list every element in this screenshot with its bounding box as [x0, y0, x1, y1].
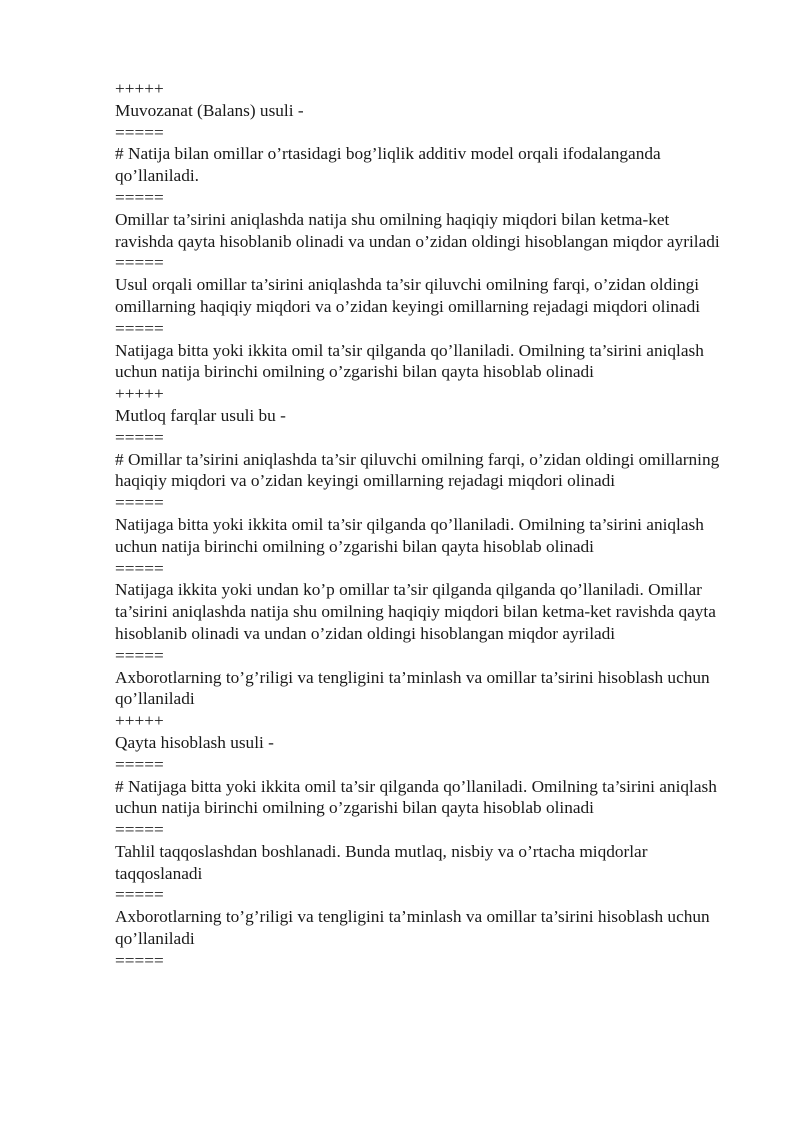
- separator-equals: =====: [115, 950, 164, 970]
- separator-equals: =====: [115, 820, 164, 840]
- answer-option: Axborotlarning to’g’riligi va tengligini ta’minlash va omillar ta’sirini hisoblash uchun qo’llaniladi: [115, 667, 710, 709]
- separator-equals: =====: [115, 645, 164, 665]
- answer-option: Omillar ta’sirini aniqlashda natija shu omilning haqiqiy miqdori bilan ketma-ket ravishda qayta hisoblanib olinadi va undan o’zidan oldingi hisoblangan miqdor ayriladi: [115, 209, 720, 251]
- separator-equals: =====: [115, 885, 164, 905]
- answer-option: Natijaga bitta yoki ikkita omil ta’sir qilganda qo’llaniladi. Omilning ta’sirini aniqlash uchun natija birinchi omilning o’zgarishi bilan qayta hisoblab olinadi: [115, 514, 704, 556]
- separator-plus: +++++: [115, 711, 164, 731]
- correct-answer-option: # Omillar ta’sirini aniqlashda ta’sir qiluvchi omilning farqi, o’zidan oldingi omillarning haqiqiy miqdori va o’zidan keyingi omillarning rejadagi miqdori olinadi: [115, 449, 720, 491]
- answer-option: Natijaga ikkita yoki undan ko’p omillar ta’sir qilganda qilganda qo’llaniladi. Omillar ta’sirini aniqlashda natija shu omilning haqiqiy miqdori bilan ketma-ket ravishda qayta hisoblanib olinadi va undan o’zidan oldingi hisoblangan miqdor ayriladi: [115, 580, 716, 643]
- separator-equals: =====: [115, 187, 164, 207]
- separator-equals: =====: [115, 493, 164, 513]
- answer-option: Tahlil taqqoslashdan boshlanadi. Bunda mutlaq, nisbiy va o’rtacha miqdorlar taqqoslanadi: [115, 841, 648, 883]
- question-text: Muvozanat (Balans) usuli -: [115, 100, 304, 120]
- correct-answer-option: # Natija bilan omillar o’rtasidagi bog’liqlik additiv model orqali ifodalanganda qo’llaniladi.: [115, 144, 661, 186]
- document-page: [115, 78, 725, 972]
- question-text: Qayta hisoblash usuli -: [115, 732, 274, 752]
- correct-answer-option: # Natijaga bitta yoki ikkita omil ta’sir qilganda qo’llaniladi. Omilning ta’sirini aniqlash uchun natija birinchi omilning o’zgarishi bilan qayta hisoblab olinadi: [115, 776, 717, 818]
- separator-equals: =====: [115, 558, 164, 578]
- separator-plus: +++++: [115, 79, 164, 98]
- separator-equals: =====: [115, 253, 164, 273]
- separator-equals: =====: [115, 754, 164, 774]
- question-text: Mutloq farqlar usuli bu -: [115, 405, 286, 425]
- answer-option: Natijaga bitta yoki ikkita omil ta’sir qilganda qo’llaniladi. Omilning ta’sirini aniqlash uchun natija birinchi omilning o’zgarishi bilan qayta hisoblab olinadi: [115, 340, 704, 382]
- answer-option: Usul orqali omillar ta’sirini aniqlashda ta’sir qiluvchi omilning farqi, o’zidan oldingi omillarning haqiqiy miqdori va o’zidan keyingi omillarning rejadagi miqdori olinadi: [115, 275, 701, 316]
- answer-option: Axborotlarning to’g’riligi va tengligini ta’minlash va omillar ta’sirini hisoblash uchun qo’llaniladi: [115, 907, 710, 949]
- separator-plus: +++++: [115, 384, 164, 404]
- separator-equals: =====: [115, 427, 164, 447]
- separator-equals: =====: [115, 122, 164, 142]
- separator-equals: =====: [115, 318, 164, 338]
